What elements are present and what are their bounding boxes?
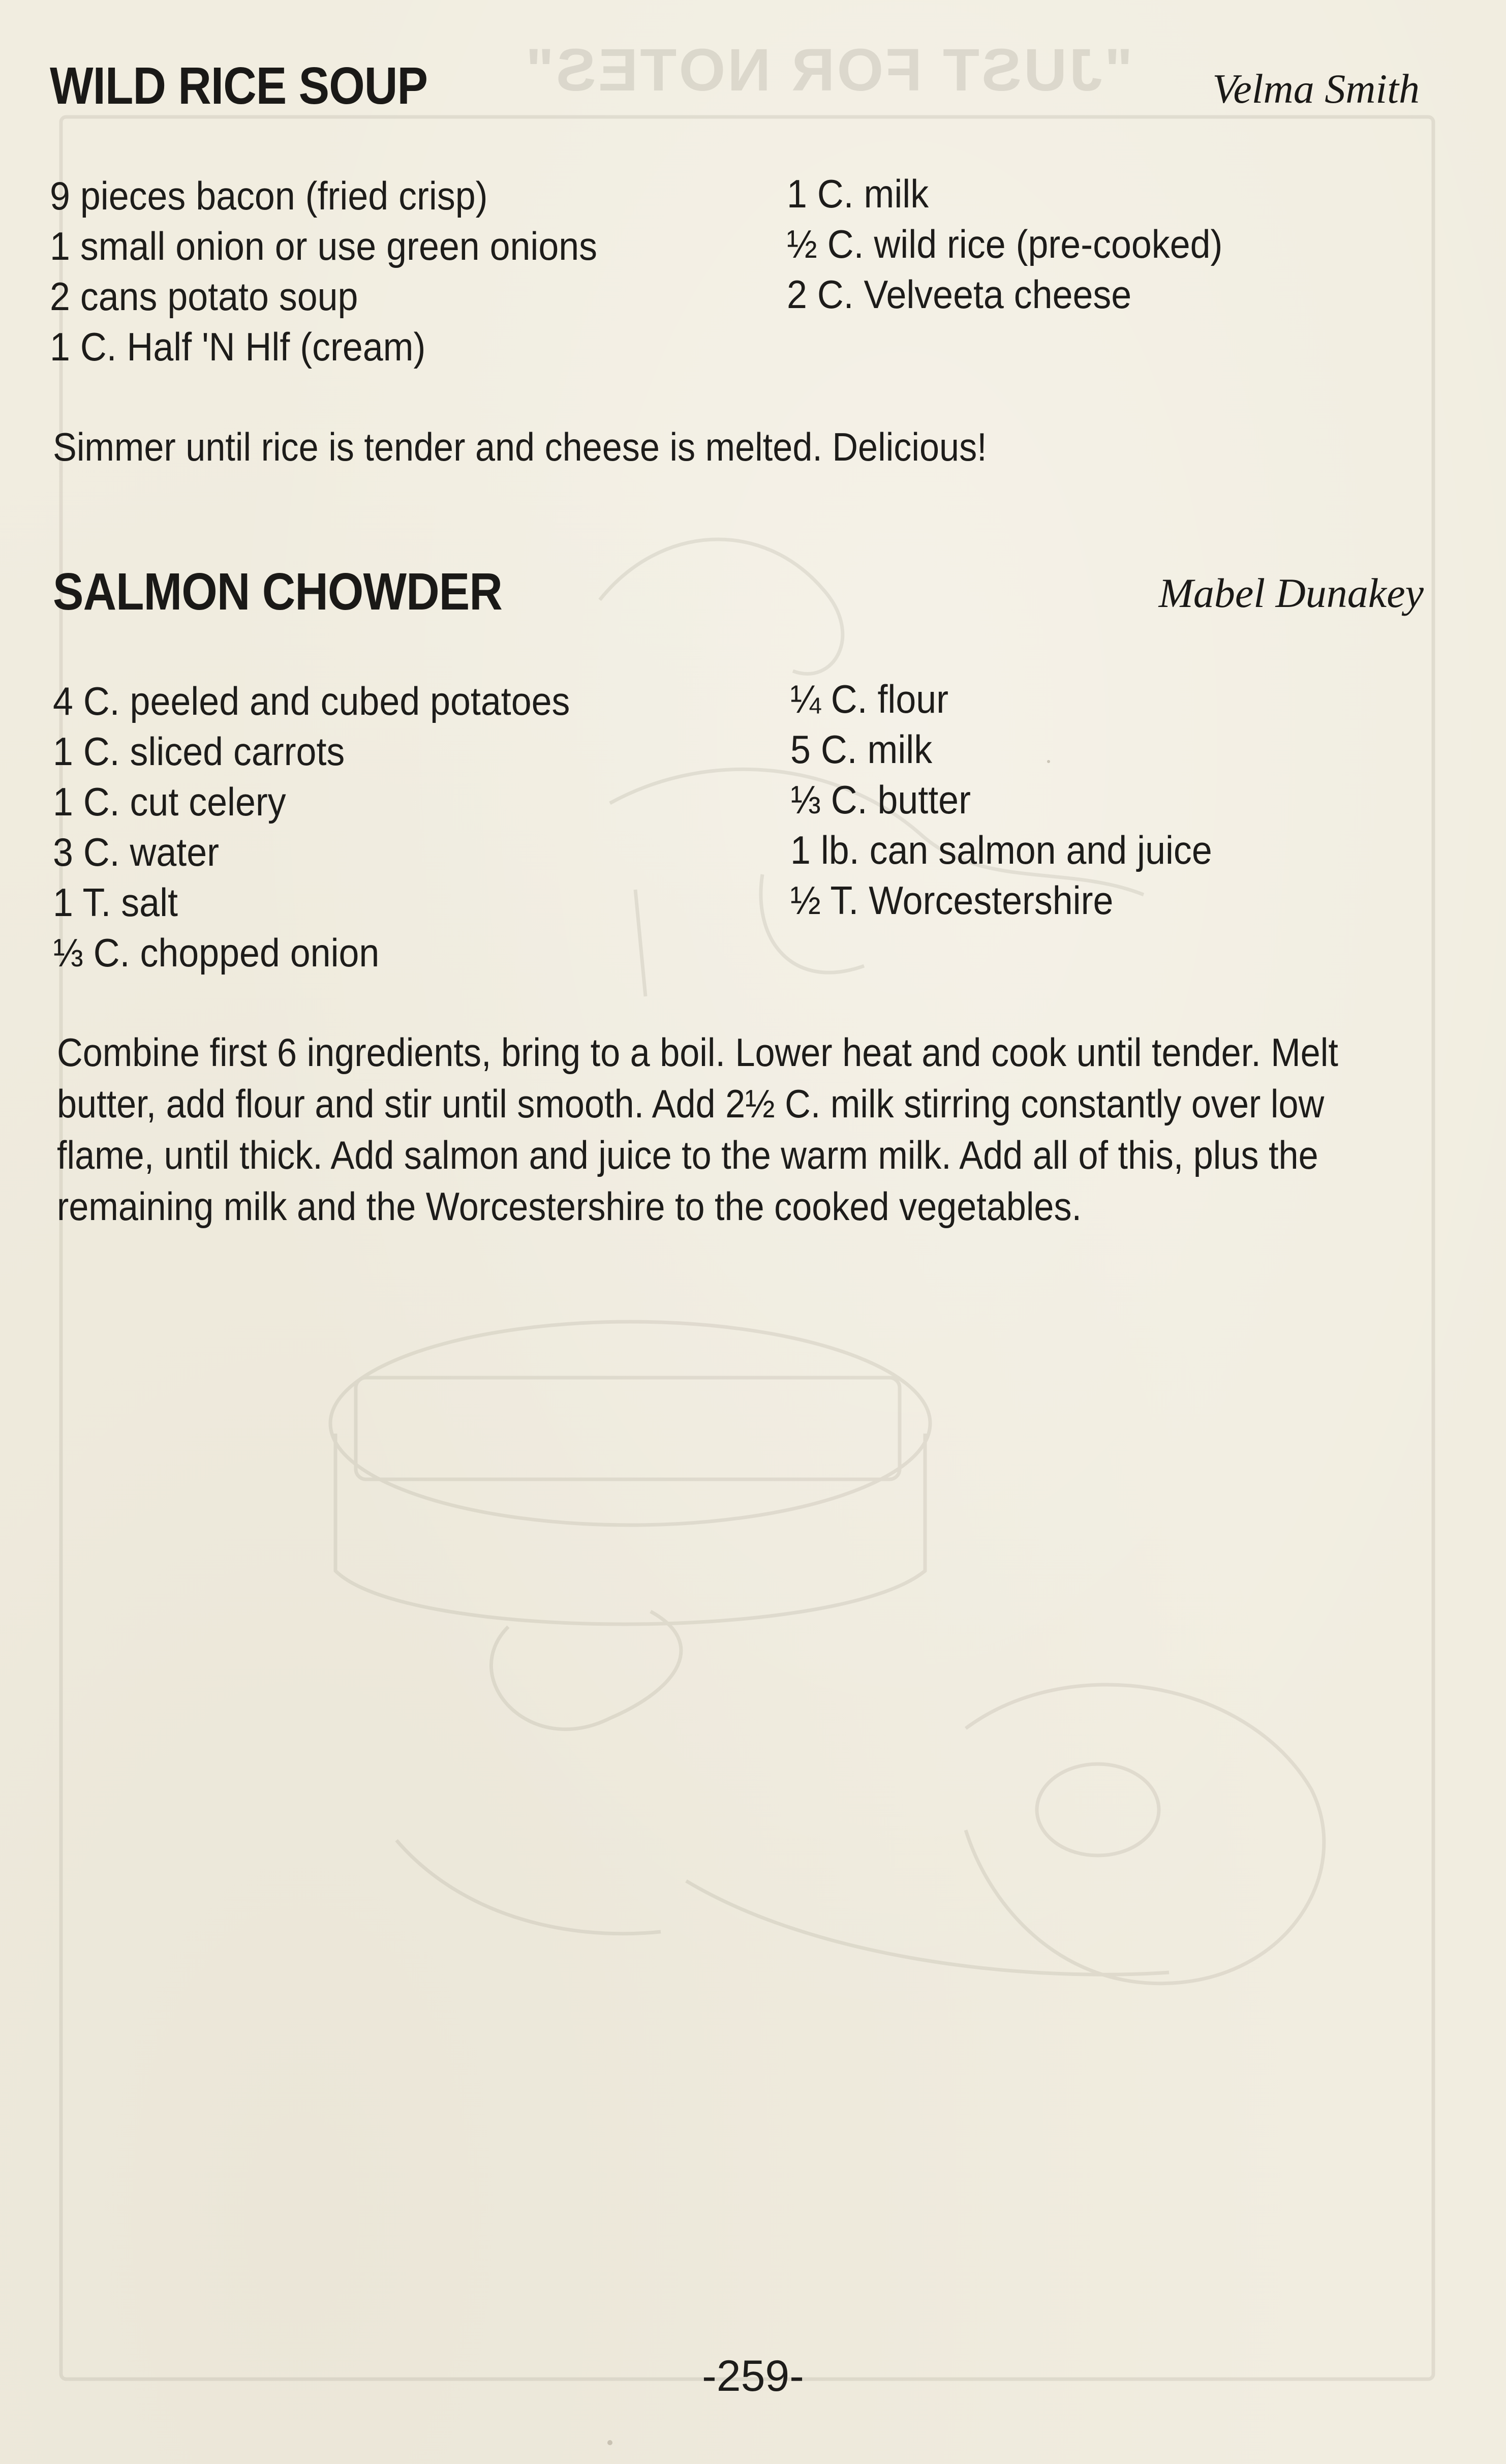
directions-line: butter, add flour and stir until smooth. Add 2½ C. milk stirring constantly over low — [57, 1081, 1325, 1126]
recipe-title-salmon-chowder: SALMON CHOWDER — [53, 562, 502, 621]
ingredient-item: ¼ C. flour — [790, 677, 949, 721]
ingredient-item: 1 C. cut celery — [53, 779, 286, 824]
ingredient-item: 4 C. peeled and cubed potatoes — [53, 679, 570, 723]
directions-wild-rice-soup — [53, 421, 1091, 473]
directions-line: Combine first 6 ingredients, bring to a boil. Lower heat and cook until tender. Melt — [57, 1030, 1338, 1075]
ingredient-item: 1 T. salt — [53, 880, 178, 925]
ingredient-item: 9 pieces bacon (fried crisp) — [50, 173, 488, 218]
ingredient-item: ½ T. Worcestershire — [790, 878, 1114, 923]
ingredient-item: 3 C. water — [53, 830, 220, 874]
ingredient-item: ⅓ C. butter — [790, 777, 971, 822]
ingredient-item: 2 C. Velveeta cheese — [787, 272, 1132, 317]
ingredient-list-right-wild-rice-soup — [787, 169, 1261, 320]
ingredient-item: 1 lb. can salmon and juice — [790, 828, 1212, 872]
ingredient-list-left-salmon-chowder — [53, 676, 615, 978]
show-through-heading: "JUST FOR NOTES" — [524, 37, 1133, 104]
recipe-contributor-salmon-chowder: Mabel Dunakey — [1158, 570, 1424, 616]
recipe-title-wild-rice-soup: WILD RICE SOUP — [50, 56, 428, 115]
directions-line: flame, until thick. Add salmon and juice to the warm milk. Add all of this, plus the — [57, 1133, 1318, 1177]
ingredient-item: 1 C. Half 'N Hlf (cream) — [50, 324, 426, 369]
ingredient-list-right-salmon-chowder — [790, 674, 1249, 926]
directions-line: remaining milk and the Worcestershire to the cooked vegetables. — [57, 1184, 1082, 1229]
ingredient-item: 1 small onion or use green onions — [50, 224, 598, 268]
ingredient-item: 2 cans potato soup — [50, 274, 358, 319]
paper-speck — [607, 2440, 612, 2445]
page-number: -259- — [702, 2352, 804, 2400]
ingredient-item: 1 C. milk — [787, 171, 929, 216]
ingredient-list-left-wild-rice-soup — [50, 171, 645, 372]
ingredient-item: ½ C. wild rice (pre-cooked) — [787, 222, 1223, 266]
recipe-contributor-wild-rice-soup: Velma Smith — [1212, 66, 1420, 112]
directions-line: Simmer until rice is tender and cheese is melted. Delicious! — [53, 424, 987, 469]
ingredient-item: 1 C. sliced carrots — [53, 729, 345, 774]
ingredient-item: 5 C. milk — [790, 727, 933, 772]
ingredient-item: ⅓ C. chopped onion — [53, 930, 380, 975]
directions-salmon-chowder — [57, 1027, 1481, 1232]
paper-speck — [1047, 760, 1050, 763]
